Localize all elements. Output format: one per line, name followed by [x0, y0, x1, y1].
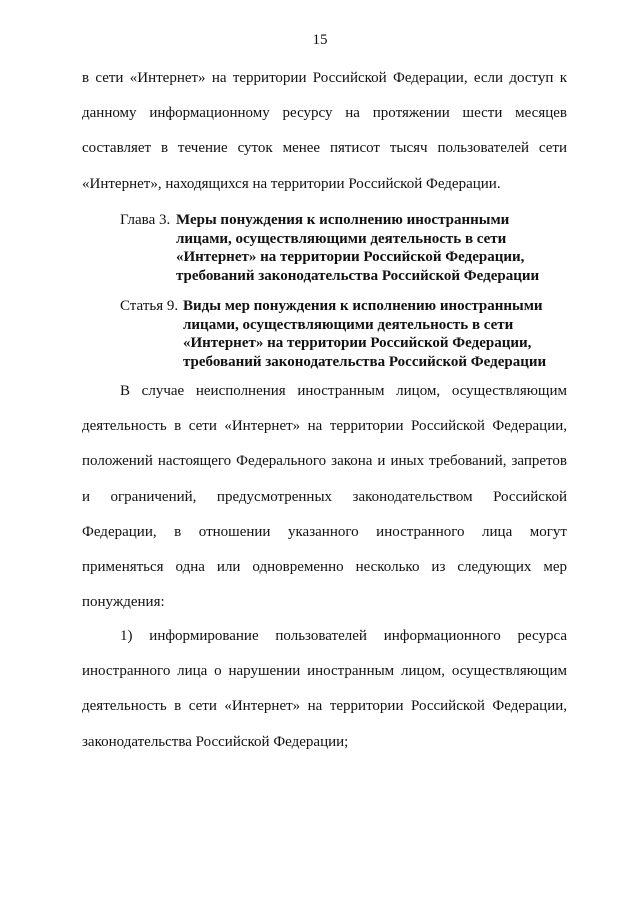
chapter-label: Глава 3.	[120, 212, 171, 228]
page-number: 15	[312, 32, 328, 48]
paragraph-line: деятельность в сети «Интернет» на территории Российской Федерации,	[82, 418, 567, 435]
paragraph-line: в сети «Интернет» на территории Российской Федерации, если доступ к	[82, 70, 567, 86]
paragraph-line: и ограничений, предусмотренных законодательством Российской	[82, 488, 567, 505]
article-heading	[120, 297, 580, 377]
chapter-title-line: Меры понуждения к исполнению иностранными	[176, 212, 510, 228]
article-title-line: лицами, осуществляющими деятельность в сети	[183, 316, 514, 333]
article-label: Статья 9.	[120, 298, 179, 314]
article-title-line: Виды мер понуждения к исполнению иностранными	[183, 298, 543, 314]
chapter-title-line: лицами, осуществляющими деятельность в сети	[176, 230, 507, 247]
chapter-title-line: «Интернет» на территории Российской Федерации,	[176, 249, 525, 265]
paragraph-line: законодательства Российской Федерации;	[82, 733, 349, 750]
article-title-line: «Интернет» на территории Российской Федерации,	[183, 335, 532, 351]
paragraph-line: применяться одна или одновременно несколько из следующих мер	[82, 558, 567, 575]
article-title	[183, 297, 546, 371]
paragraph-line: положений настоящего Федерального закона и иных требований, запретов	[82, 453, 567, 470]
intro-paragraph	[82, 61, 567, 202]
chapter-title-line: требований законодательства Российской Федерации	[176, 267, 540, 284]
paragraph-line: данному информационному ресурсу на протяжении шести месяцев	[82, 105, 567, 122]
chapter-title	[176, 211, 539, 285]
paragraph-line: составляет в течение суток менее пятисот тысяч пользователей сети	[82, 140, 567, 157]
paragraph-line: 1) информирование пользователей информационного ресурса	[120, 628, 567, 644]
paragraph-line: понуждения:	[82, 594, 165, 611]
paragraph-line: «Интернет», находящихся на территории Российской Федерации.	[82, 175, 501, 192]
paragraph-line: В случае неисполнения иностранным лицом, осуществляющим	[120, 383, 567, 399]
paragraph-line: деятельность в сети «Интернет» на территории Российской Федерации,	[82, 698, 567, 715]
article-paragraph	[82, 374, 567, 620]
paragraph-line: Федерации, в отношении указанного иностранного лица могут	[82, 523, 567, 540]
paragraph-line: иностранного лица о нарушении иностранным лицом, осуществляющим	[82, 663, 567, 680]
chapter-heading	[120, 211, 580, 291]
list-item-1	[82, 619, 567, 760]
article-title-line: требований законодательства Российской Федерации	[183, 353, 547, 370]
